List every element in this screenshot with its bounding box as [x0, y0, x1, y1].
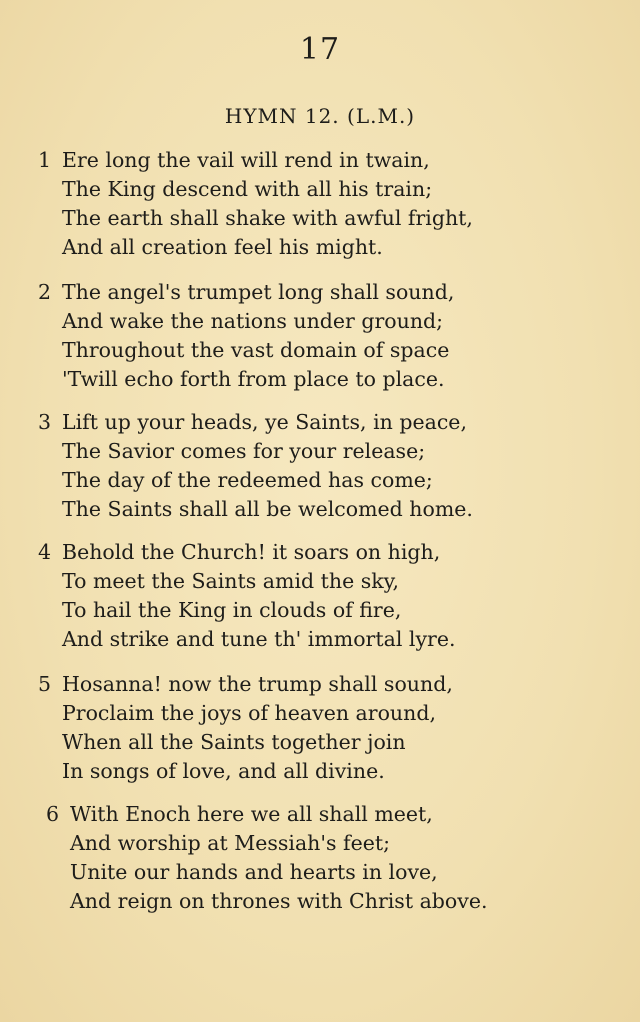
verse-line: To meet the Saints amid the sky,: [62, 569, 400, 593]
verse-line: With Enoch here we all shall meet,: [70, 802, 433, 826]
stanza-number: 2: [38, 280, 52, 304]
stanza-number: 5: [38, 672, 52, 696]
verse-line: The day of the redeemed has come;: [62, 468, 433, 492]
stanza-number: 3: [38, 410, 52, 434]
hymn-title: HYMN 12. (L.M.): [224, 104, 416, 128]
stanza-number: 6: [46, 802, 60, 826]
verse-line: And all creation feel his might.: [62, 235, 383, 259]
verse-line: Ere long the vail will rend in twain,: [62, 148, 430, 172]
verse-line: Throughout the vast domain of space: [62, 338, 450, 362]
verse-line: And strike and tune th' immortal lyre.: [62, 627, 456, 651]
stanza-1: [38, 146, 518, 262]
verse-line: And worship at Messiah's feet;: [70, 831, 391, 855]
verse-line: To hail the King in clouds of fire,: [62, 598, 402, 622]
verse-line: When all the Saints together join: [62, 730, 406, 754]
stanza-3: [38, 408, 518, 524]
stanza-5: [38, 670, 518, 786]
verse-line: Proclaim the joys of heaven around,: [62, 701, 436, 725]
verse-line: The Savior comes for your release;: [62, 439, 426, 463]
verse-line: Lift up your heads, ye Saints, in peace,: [62, 410, 467, 434]
verse-line: In songs of love, and all divine.: [62, 759, 385, 783]
verse-line: 'Twill echo forth from place to place.: [62, 367, 445, 391]
verse-line: The earth shall shake with awful fright,: [62, 206, 473, 230]
stanza-number: 1: [38, 148, 52, 172]
stanza-number: 4: [38, 540, 52, 564]
verse-line: The angel's trumpet long shall sound,: [62, 280, 455, 304]
verse-line: The Saints shall all be welcomed home.: [62, 497, 473, 521]
verse-line: And wake the nations under ground;: [62, 309, 444, 333]
verse-line: And reign on thrones with Christ above.: [70, 889, 488, 913]
stanza-4: [38, 538, 518, 654]
verse-line: Hosanna! now the trump shall sound,: [62, 672, 453, 696]
stanza-2: [38, 278, 518, 394]
verse-line: The King descend with all his train;: [62, 177, 433, 201]
stanza-6: [46, 800, 526, 916]
page-number: 17: [299, 32, 341, 67]
verse-line: Unite our hands and hearts in love,: [70, 860, 438, 884]
verse-line: Behold the Church! it soars on high,: [62, 540, 441, 564]
